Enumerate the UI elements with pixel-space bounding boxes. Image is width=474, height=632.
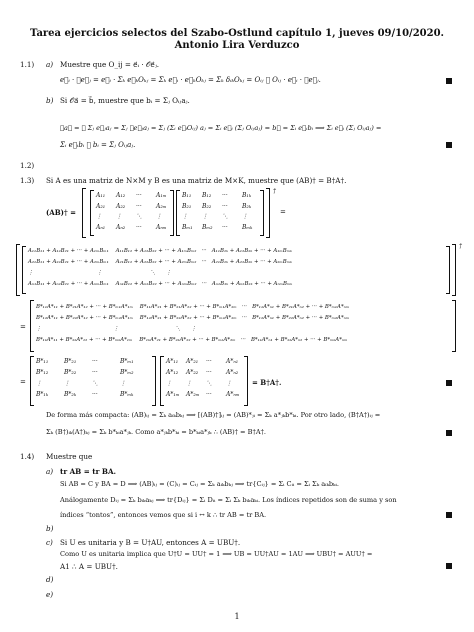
item-a-text: tr AB = tr BA. — [60, 467, 117, 476]
matrix-cell: ··· — [92, 369, 98, 376]
item-b-label: b) — [46, 96, 54, 105]
matrix-cell: ⋮ — [116, 213, 122, 220]
matrix-cell: A*ₙₘ — [226, 391, 240, 398]
matrix-cell: Bₘ₂ — [202, 223, 213, 231]
matrix-cell: B*₂₁ — [64, 358, 77, 365]
matrix-cell: A₂₂ — [116, 202, 126, 210]
item-b-equation-1: 𝒪a⃗ = 𝒪 Σⱼ e⃗ⱼaⱼ = Σⱼ 𝒪e⃗ⱼaⱼ = Σⱼ (Σᵢ e⃗ᵢOᵢⱼ) aⱼ = Σᵢ e⃗ᵢ (Σⱼ Oᵢⱼaⱼ) = b⃗ = Σᵢ e⃗ᵢbᵢ ⟹ Σᵢ e⃗ᵢ (Σⱼ Oᵢⱼaⱼ) = — [60, 124, 382, 132]
dagger-superscript: † — [459, 243, 462, 250]
matrix-cell: ··· — [136, 202, 142, 210]
matrix-cell: Bₘ₁ — [182, 223, 193, 231]
item-a-text: Muestre que O_ij = e⃗ᵢ · 𝒪e⃗ⱼ. — [60, 60, 160, 69]
conj-bracket-left — [30, 300, 34, 352]
matrix-cell: A*₂ₘ — [186, 391, 200, 398]
item-c-text: Si U es unitaria y B = U†AU, entonces A = UBU†. — [60, 538, 241, 547]
matrix-cell: ⋮ — [182, 213, 188, 220]
item-c-label: c) — [46, 538, 53, 547]
matrix-cell: B*₂₂ — [64, 369, 77, 376]
item-e-label: e) — [46, 590, 54, 599]
matrix-cell: B₂₁ — [182, 202, 192, 210]
document-title: Tarea ejercicios selectos del Szabo-Ostlund capítulo 1, jueves 09/10/2020. — [29, 28, 445, 39]
astar-bracket-right — [244, 356, 248, 406]
matrix-cell: ··· — [136, 223, 142, 231]
matrix-row: A₂₁B₁₁ + A₂₂B₂₁ + ··· + A₂ₘBₘ₁ A₂₁B₁₂ + A₂₂B₂₂ + ··· + A₂ₘBₘ₂ ··· A₂₁B₁ₖ + A₂₂B₂ₖ + ··· + A₂ₘBₘₖ — [28, 259, 292, 265]
qed-square — [446, 430, 452, 436]
item-a-label: a) — [46, 60, 54, 69]
section-1-3-label: 1.3) — [20, 176, 35, 185]
matrix-cell: ··· — [222, 202, 228, 210]
matrix-cell: ··· — [92, 358, 98, 365]
matrix-cell: B₁ₖ — [242, 192, 252, 199]
matrix-cell: ⋱ — [92, 380, 98, 387]
matrix-cell: A*₂₂ — [186, 369, 199, 376]
section-1-2-label: 1.2) — [20, 161, 35, 170]
matrix-b — [182, 192, 262, 234]
bstar-bracket-left — [30, 356, 34, 406]
matrix-cell: ⋮ — [96, 213, 102, 220]
equals-sign: = — [20, 323, 26, 331]
section-1-1-label: 1.1) — [20, 60, 35, 69]
matrix-cell: B₁₂ — [202, 192, 212, 199]
matrix-cell: B₂ₖ — [242, 202, 252, 210]
matrix-cell: ⋮ — [156, 213, 162, 220]
matrix-cell: ⋮ — [120, 380, 126, 387]
matrix-cell: ··· — [206, 358, 212, 365]
outer-bracket-right — [266, 188, 270, 238]
matrix-cell: B*₂ₖ — [64, 391, 77, 398]
matrix-cell: ⋱ — [222, 213, 228, 220]
matrix-cell: ··· — [206, 369, 212, 376]
matrix-cell: A*₁₂ — [166, 369, 179, 376]
compact-form-line-2: Σₖ (B†)ᵢₖ(A†)ₖⱼ = Σₖ b*ₖᵢa*ⱼₖ. Como a*ⱼₖb*ₖᵢ = b*ₖᵢa*ⱼₖ ∴ (AB)† = B†A†. — [46, 428, 266, 436]
matrix-b-bracket-left — [176, 190, 180, 236]
matrix-cell: B₂₂ — [202, 202, 212, 210]
bstar-bracket-right — [152, 356, 156, 406]
page-number: 1 — [234, 612, 240, 621]
matrix-cell: B*₁₂ — [36, 369, 49, 376]
astar-bracket-left — [160, 356, 164, 406]
matrix-row: B*₁₂A*₁₁ + B*₂₂A*₁₂ + ··· + B*ₘ₂A*₁ₘ B*₁₂A*₂₁ + B*₂₂A*₂₂ + ··· + B*ₘ₂A*₂ₘ ··· B*₁₂A*ₙ₁ + B*₂₂A*ₙ₂ + ··· + B*ₘ₂A*ₙₘ — [36, 315, 350, 321]
product-bracket-left — [16, 244, 20, 296]
matrix-a-bracket-right — [170, 190, 174, 236]
matrix-cell: A*₁ₘ — [166, 391, 180, 398]
item-a-equation: e⃗ᵢ · 𝒪e⃗ⱼ = e⃗ᵢ · Σₖ e⃗ₖOₖⱼ = Σₖ e⃗ᵢ · e⃗ₖOₖⱼ = Σₖ δᵢₖOₖⱼ = Oᵢⱼ ∴ Oᵢⱼ · e⃗ᵢ · 𝒪e⃗ⱼ. — [60, 76, 321, 84]
ab-dagger-lhs: (AB)† = — [46, 208, 76, 217]
equals-sign: = — [280, 208, 286, 216]
result-b-dagger-a-dagger: = B†A†. — [252, 378, 282, 387]
matrix-row: B*₁ₖA*₁₁ + B*₂ₖA*₁₂ + ··· + B*ₘₖA*₁ₘ B*₁ₖA*₂₁ + B*₂ₖA*₂₂ + ··· + B*ₘₖA*₂ₘ ··· B*₁ₖA*ₙ₁ + B*₂ₖA*ₙ₂ + ··· + B*ₘₖA*ₙₘ — [36, 337, 348, 343]
matrix-cell: B*ₘ₁ — [120, 358, 134, 365]
qed-square — [446, 380, 452, 386]
matrix-cell: ··· — [92, 391, 98, 398]
matrix-cell: B*₁ₖ — [36, 391, 49, 398]
matrix-cell: B*ₘ₂ — [120, 369, 134, 376]
matrix-row: ⋮ ⋮ ⋱ ⋮ — [36, 326, 197, 332]
matrix-cell: A₁ₘ — [156, 192, 167, 199]
dagger-superscript: † — [273, 188, 276, 195]
matrix-cell: A*₂₁ — [186, 358, 199, 365]
matrix-b-bracket-right — [260, 190, 264, 236]
matrix-cell: ⋱ — [206, 380, 212, 387]
section-1-3-text: Si A es una matriz de N×M y B es una matriz de M×K, muestre que (AB)† = B†A†. — [46, 176, 347, 185]
matrix-cell: ··· — [206, 391, 212, 398]
document-author: Antonio Lira Verduzco — [174, 40, 300, 51]
matrix-cell: ··· — [222, 192, 228, 199]
qed-square — [446, 512, 452, 518]
item-a-label: a) — [46, 467, 54, 476]
item-b-equation-2: Σᵢ e⃗ᵢbᵢ ∴ bᵢ = Σⱼ Oᵢⱼaⱼ. — [60, 141, 136, 149]
matrix-cell: Aₙ₂ — [116, 223, 126, 231]
unitary-proof-line-2: A1 ∴ A = UBU†. — [60, 562, 118, 571]
matrix-cell: ··· — [222, 223, 228, 231]
matrix-cell: ⋱ — [136, 213, 142, 220]
matrix-a — [96, 192, 172, 234]
qed-square — [446, 563, 452, 569]
matrix-cell: A₁₁ — [96, 192, 106, 199]
matrix-cell: A*ₙ₂ — [226, 369, 239, 376]
conj-bracket-right — [452, 300, 456, 352]
qed-square — [446, 78, 452, 84]
matrix-cell: ⋮ — [166, 380, 172, 387]
matrix-cell: ⋮ — [186, 380, 192, 387]
matrix-cell: A*₁₁ — [166, 358, 179, 365]
matrix-cell: B*₁₁ — [36, 358, 49, 365]
product-inner-bracket-right — [446, 246, 450, 294]
compact-form-line-1: De forma más compacta: (AB)ᵢⱼ = Σₖ aᵢₖbₖⱼ ⟹ [(AB)†]ᵢⱼ = (AB)*ⱼᵢ = Σₖ a*ⱼₖb*ₖᵢ. Por otro lado, (B†A†)ᵢⱼ = — [46, 411, 381, 419]
matrix-cell: Aₙₘ — [156, 223, 167, 231]
matrix-cell: A₁₂ — [116, 192, 126, 199]
section-1-4-text: Muestre que — [46, 452, 93, 461]
matrix-cell: Bₘₖ — [242, 223, 253, 231]
matrix-cell: ··· — [136, 192, 142, 199]
item-b-text: Si 𝒪a⃗ = b⃗, muestre que bᵢ = Σⱼ Oᵢⱼaⱼ. — [60, 96, 190, 105]
matrix-a-bracket-left — [90, 190, 94, 236]
product-bracket-right — [452, 244, 456, 296]
outer-bracket-left — [82, 188, 86, 238]
matrix-cell: ⋮ — [36, 380, 42, 387]
trace-proof-line-3: índices “tontos”, entonces vemos que si i ↔ k ∴ tr AB = tr BA. — [60, 511, 267, 519]
item-d-label: d) — [46, 575, 54, 584]
item-b-label: b) — [46, 524, 54, 533]
matrix-cell: B₁₁ — [182, 192, 192, 199]
matrix-cell: A*ₙ₁ — [226, 358, 239, 365]
equals-sign: = — [20, 378, 26, 386]
matrix-cell: Aₙ₁ — [96, 223, 106, 231]
matrix-row: Aₙ₁B₁₁ + Aₙ₂B₂₁ + ··· + AₙₘBₘ₁ Aₙ₁B₁₂ + Aₙ₂B₂₂ + ··· + AₙₘBₘ₂ ··· Aₙ₁B₁ₖ + Aₙ₂B₂ₖ + ··· + AₙₘBₘₖ — [28, 281, 293, 287]
matrix-row: A₁₁B₁₁ + A₁₂B₂₁ + ··· + A₁ₘBₘ₁ A₁₁B₁₂ + A₁₂B₂₂ + ··· + A₁ₘBₘ₂ ··· A₁₁B₁ₖ + A₁₂B₂ₖ + ··· + A₁ₘBₘₖ — [28, 248, 292, 254]
unitary-proof-line-1: Como U es unitaria implica que U†U = UU† = 1 ⟹ UB = UU†AU = 1AU ⟹ UBU† = AUU† = — [60, 550, 373, 558]
matrix-row: B*₁₁A*₁₁ + B*₂₁A*₁₂ + ··· + B*ₘ₁A*₁ₘ B*₁₁A*₂₁ + B*₂₁A*₂₂ + ··· + B*ₘ₁A*₂ₘ ··· B*₁₁A*ₙ₁ + B*₂₁A*ₙ₂ + ··· + B*ₘ₁A*ₙₘ — [36, 304, 350, 310]
matrix-cell: ⋮ — [64, 380, 70, 387]
matrix-cell: ⋮ — [226, 380, 232, 387]
matrix-row: ⋮ ⋮ ⋱ ⋮ — [28, 270, 172, 276]
matrix-b-star — [36, 358, 154, 402]
matrix-cell: ⋮ — [242, 213, 248, 220]
matrix-cell: A₂₁ — [96, 202, 106, 210]
trace-proof-line-1: Si AB = C y BA = D ⟹ (AB)ᵢⱼ = (C)ᵢⱼ = Cᵢⱼ = Σₖ aᵢₖbₖⱼ ⟹ tr{Cᵢⱼ} = Σᵢ Cᵢᵢ = Σᵢ Σₖ aᵢₖbₖᵢ. — [60, 480, 339, 488]
matrix-cell: ⋮ — [202, 213, 208, 220]
trace-proof-line-2: Análogamente Dᵢⱼ = Σₖ bᵢₖaₖⱼ ⟹ tr{Dᵢⱼ} = Σᵢ Dᵢᵢ = Σᵢ Σₖ bᵢₖaₖᵢ. Los índices repetidos son de suma y son — [60, 496, 397, 504]
matrix-cell: B*ₘₖ — [120, 391, 134, 398]
product-inner-bracket-left — [22, 246, 26, 294]
section-1-4-label: 1.4) — [20, 452, 35, 461]
matrix-a-star — [166, 358, 246, 402]
qed-square — [446, 142, 452, 148]
matrix-cell: A₂ₘ — [156, 202, 167, 210]
